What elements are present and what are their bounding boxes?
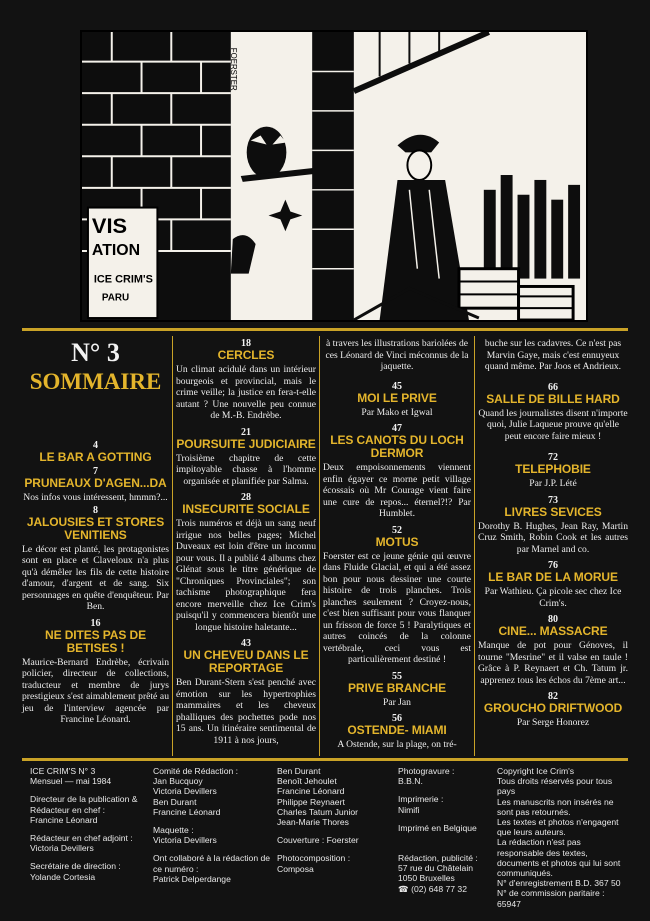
credit-line: Couverture : Foerster [277,835,359,846]
bottom-rule [22,758,628,761]
credit-line: Rédacteur en chef : [30,804,106,815]
credit-line: Charles Tatum Junior [277,806,359,817]
credit-line: Tous droits réservés pour tous pays [497,776,613,797]
entry-title: CERCLES [217,348,275,362]
entry-summary: Manque de pot pour Génoves, il tourne "Mesrine" et il valse en taule ! Grâce à P. Reynaert et Ch. Tatum jr. apprenez tous les échos du 7ème art... [478,640,628,686]
credit-line: Francine Léonard [30,814,98,825]
credit-line: ICE CRIM'S N° 3 [30,766,96,776]
top-rule [22,328,628,331]
credit-line: Composa [277,863,314,874]
page-number: 28 [241,492,251,503]
toc-entry[interactable] [323,525,471,666]
entry-summary: Foerster est ce jeune génie qui œuvre dans Fluide Glacial, et qui a été assez bon pour nous dessiner une courte histoire de trois planches. Trois planches seulement ? Croyez-nous, c'est bien suffisant pour vous flanquer un frisson de force 5 ! Paralytiques et autres coincés de la colonne vertébrale, ceci vous est particulièrement destiné ! [323,550,471,665]
poster-word-4: PARU [101,292,130,304]
credits-column-4 [398,766,493,894]
credit-line: Ont collaboré à la rédaction de ce numéro : [153,853,271,874]
page-number: 66 [548,381,558,393]
entry-summary: Maurice-Bernard Endrèbe, écrivain policier, directeur de collections, traducteur et membre de jurys prestigieux s'est aimablement prêté au jeu de l'interview agencée par Francine Léonard. [22,656,169,725]
page-number: 52 [392,524,402,536]
noir-scene-drawing [82,32,586,320]
entry-summary: Trois numéros et déjà un sang neuf irrigue nos belles pages; Michel Duveaux est loin d'être un inconnu pour vous. Il a publié 4 albums chez Glénat sous le titre générique de "Chroniques Provinciales"; son tachisme photographique fera encore merveille chez Ice Crim's puisqu'il y commencera bientôt une longue histoire haletante... [176,518,316,633]
entry-summary: Troisième chapitre de cette impitoyable chasse à l'homme organisée et planifiée par Salma. [176,452,316,487]
contents-title: SOMMAIRE [29,369,162,394]
page-number: 55 [392,670,402,682]
credit-line: Rédaction, publicité : [398,853,478,864]
page-number: 18 [241,338,251,349]
credit-line: Photogravure : [398,766,455,776]
credits-column-2 [153,766,273,884]
entry-title: SALLE DE BILLE HARD [486,391,620,406]
toc-entry[interactable] [323,713,471,751]
column-divider [172,336,173,756]
contents-column-3 [323,336,471,756]
toc-entry[interactable] [478,560,628,609]
toc-entry[interactable] [176,492,316,633]
credit-line: Philippe Reynaert [277,796,345,807]
page-number: 21 [241,426,251,438]
entry-title: LE BAR A GOTTING [39,450,152,464]
contents-column-1 [22,336,169,756]
credit-line: Victoria Devillers [153,786,217,797]
artist-signature: FOERSTER [228,47,238,91]
page-number: 8 [93,504,98,516]
credit-line: Les textes et photos n'engagent que leurs auteurs. [497,817,619,838]
credit-line: 1050 Bruxelles [398,873,455,884]
entry-title: JALOUSIES ET STORES VENITIENS [26,514,165,542]
credit-line: Secrétaire de direction : [30,861,121,872]
contents-column-4 [478,336,628,756]
entry-byline: Par Mako et Igwal [361,406,433,418]
contents-column-2 [176,336,316,756]
page-number: 45 [392,380,402,392]
credit-line: N° de commission paritaire : 65947 [497,888,605,909]
credit-line: Patrick Delperdange [153,873,231,884]
page-number: 76 [548,560,558,571]
credit-line: Imprimé en Belgique [398,822,477,833]
entry-title: TELEPHOBIE [515,462,591,476]
entry-title: CINE... MASSACRE [498,624,608,638]
credit-line: Mensuel — mai 1984 [30,776,112,787]
page-number: 56 [392,713,402,724]
page-number: 4 [93,440,98,451]
credit-line: La rédaction n'est pas responsable des textes, documents et photos qui lui sont communiqués. [497,837,621,879]
continued-text: buche sur les cadavres. Ce n'est pas Marvin Gaye, mais c'est ennuyeux quand même. Par Joos et Andrieux. [484,338,622,372]
poster-word-2: ATION [91,241,141,259]
entry-summary: Par Wathieu. Ça picole sec chez Ice Crim's. [484,586,622,609]
page-number: 7 [93,466,98,477]
page-number: 72 [548,452,558,463]
toc-entry[interactable] [478,382,628,443]
page-number: 82 [548,691,558,702]
credit-line: Photocomposition : [277,853,351,864]
credit-line: B.B.N. [398,776,423,787]
entry-title: GROUCHO DRIFTWOOD [483,701,623,715]
entry-title: OSTENDE- MIAMI [347,723,447,737]
toc-entry[interactable] [176,638,316,746]
entry-summary: A Ostende, sur la plage, on tré- [337,739,457,750]
credit-line: Francine Léonard [153,806,221,817]
entry-title: MOI LE PRIVE [357,390,437,405]
toc-entry[interactable] [176,338,316,422]
credit-line: Jean-Marie Thores [277,817,349,828]
toc-entry[interactable] [22,618,169,726]
entry-title: NE DITES PAS DE BETISES ! [45,627,146,655]
credit-line: Victoria Devillers [153,835,217,846]
entry-byline: Par Jan [383,696,411,708]
entry-byline: Par Serge Honorez [516,717,590,728]
credits-column-1 [30,766,155,882]
entry-title: UN CHEVEU DANS LE REPORTAGE [183,648,309,675]
toc-entry[interactable] [323,671,471,709]
credit-line: Maquette : [153,825,194,836]
credit-line: Ben Durant [153,796,197,807]
toc-entry[interactable] [176,427,316,488]
toc-entry[interactable] [323,381,471,419]
entry-title: LE BAR DE LA MORUE [488,570,618,584]
credit-line: N° d'enregistrement B.D. 367 50 [497,878,621,889]
entry-summary: Nos infos vous intéressent, hmmm?... [23,492,168,503]
entry-summary: Un climat acidulé dans un intérieur bourgeois et provincial, mais le crime veille; la justice en fera-t-elle autant ? Une nouvelle peu connue de M.-B. Endrèbe. [176,364,316,421]
credit-line: Benoît Jehoulet [277,776,337,787]
page-number: 80 [548,614,558,625]
page-number: 47 [392,423,402,434]
entry-summary: Le décor est planté, les protagonistes sont en place et Claveloux n'a plus qu'à démêler les fils de cette histoire d'amour, d'argent et de sang. Six personnages en quête d'enquêteur. Par Ben. [22,543,169,612]
continued-text: à travers les illustrations bariolées de ces Léonard de Vinci méconnus de la jaquette. [325,338,469,372]
toc-entry[interactable] [323,423,471,520]
toc-entry[interactable] [478,614,628,686]
credit-line: Jan Bucquoy [153,776,203,787]
entry-title: INSECURITE SOCIALE [182,502,310,516]
credit-line: Yolande Cortesia [30,871,96,882]
credits-column-5 [497,766,625,909]
credit-line: Nimifi [398,804,420,815]
entry-summary: Quand les journalistes disent n'importe quoi, Julie Laqueue prouve qu'elle peut encore faire mieux ! [478,407,628,442]
entry-summary: Dorothy B. Hughes, Jean Ray, Martin Cruz Smith, Robin Cook et les autres par Marnel and co. [478,520,628,555]
entry-title: MOTUS [375,534,419,549]
cover-illustration [80,30,588,322]
toc-entry[interactable] [478,495,628,556]
credit-line: Copyright Ice Crim's [497,766,575,776]
entry-summary: Deux empoisonnements viennent enfin égayer ce morne petit village écossais où Mr Courage vient faire une cure de repos... éternel?!? Par Humblet. [323,462,471,519]
toc-entry[interactable] [478,452,628,490]
credit-line: Rédacteur en chef adjoint : [30,833,133,844]
toc-entry[interactable] [22,466,169,504]
entry-title: LES CANOTS DU LOCH DERMOR [330,433,464,460]
credits-column-3 [277,766,397,874]
credit-line: Imprimerie : [398,794,444,805]
entry-byline: Par J.P. Lété [529,478,577,489]
credit-line: Francine Léonard [277,786,345,797]
credit-line: Victoria Devillers [30,843,94,854]
column-divider [319,336,320,756]
credit-line: Comité de Rédaction : [153,766,239,776]
credit-line: Directeur de la publication & [30,794,138,805]
poster-word-1: VIS [91,213,128,239]
entry-title: PRIVE BRANCHE [347,680,447,695]
page-number: 43 [241,638,251,649]
toc-entry[interactable] [22,440,169,464]
page-number: 73 [548,494,558,506]
issue-number: N° 3 [71,338,120,367]
entry-title: PRUNEAUX D'AGEN...DA [24,476,167,490]
toc-entry[interactable] [478,691,628,729]
entry-summary: Ben Durant-Stern s'est penché avec émotion sur les hypertrophies mammaires et les cheveux phalliques des pochettes pode nos 15 ans. Un itinéraire sentimental de 1911 à nos jours, [176,677,316,746]
credit-line: ☎ (02) 648 77 32 [398,883,467,894]
entry-title: POURSUITE JUDICIAIRE [176,436,316,451]
column-divider [474,336,475,756]
entry-title: LIVRES SEVICES [504,504,602,519]
page-number: 16 [90,617,101,629]
credit-line: Les manuscrits non insérés ne sont pas retournés. [497,796,614,817]
credit-line: 57 rue du Châtelain [398,863,474,874]
credit-line: Ben Durant [277,766,321,776]
poster-word-3: ICE CRIM'S [93,273,153,286]
toc-entry[interactable] [22,505,169,613]
